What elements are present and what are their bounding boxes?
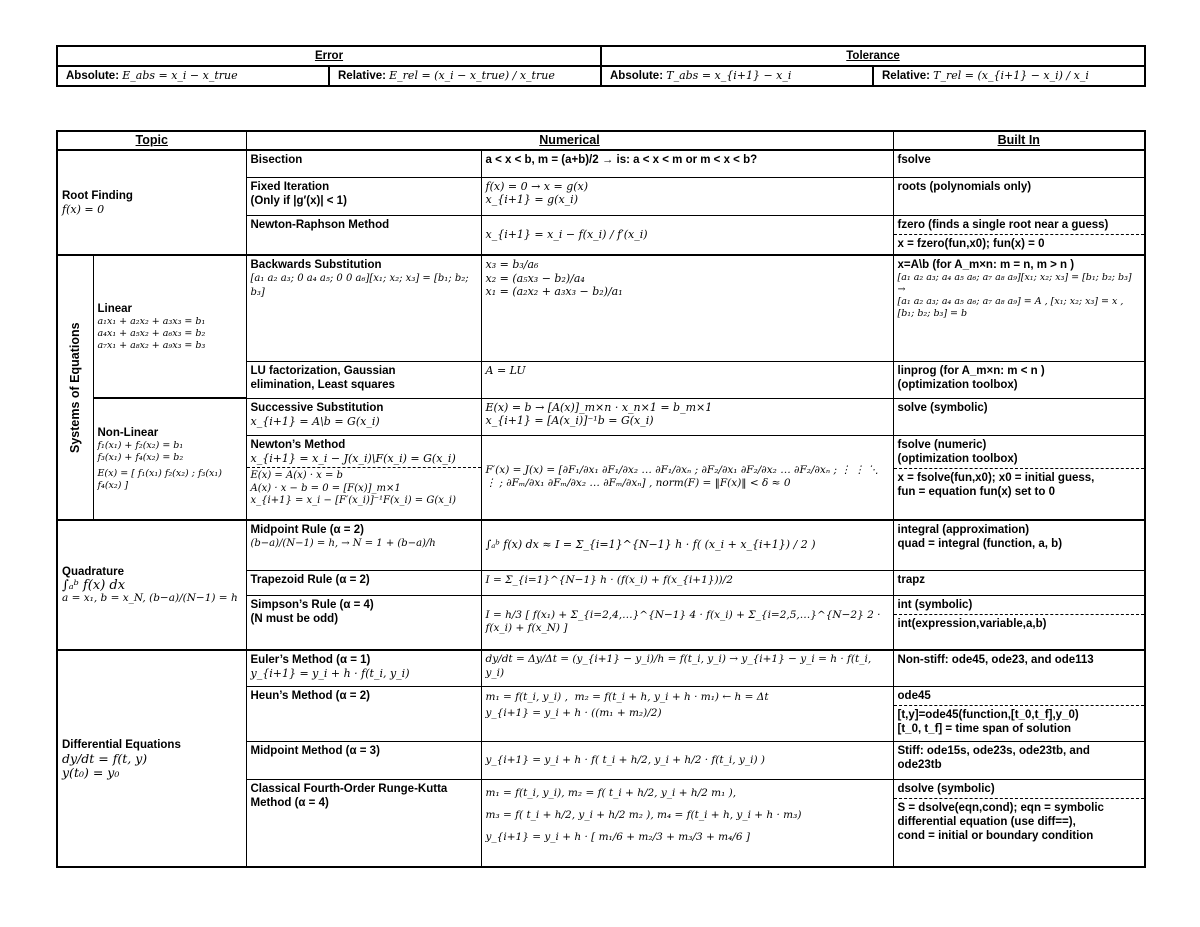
lu-factorization-method: LU factorization, Gaussian elimination, Least squares (246, 361, 481, 398)
newtons-method-builtin: fsolve (numeric) (optimization toolbox) x = fsolve(fun,x0); x0 = initial guess, fun = equation fun(x) set to 0 (893, 435, 1145, 520)
backwards-substitution-builtin: x=A\b (for A_m×n: m = n, m > n ) [a₁ a₂ a₃; a₄ a₅ a₆; a₇ a₈ a₉][x₁; x₂; x₃] = [b₁; b₂; b₃] → [a₁ a₂ a₃; a₄ a₅ a₆; a₇ a₈ a₉] = A , [x₁; x₂; x₃] = x , [b₁; b₂; b₃] = b (893, 255, 1145, 361)
runge-kutta-method: Classical Fourth-Order Runge-Kutta Method (α = 4) (246, 779, 481, 867)
linear-topic: Linear a₁x₁ + a₂x₂ + a₃x₃ = b₁ a₄x₁ + a₅x₂ + a₆x₃ = b₂ a₇x₁ + a₈x₂ + a₉x₃ = b₃ (93, 255, 246, 398)
newtons-method-systems: Newton’s Method x_{i+1} = x_i − J(x_i)\F(x_i) = G(x_i) E(x) = A(x) · x = b A(x) · x − b = 0 = [F(x)]_m×1 x_{i+1} = x_i − [F′(x_i)]⁻¹F(x_i) = G(x_i) (246, 435, 481, 520)
rel-tol-cell (873, 66, 1145, 86)
fixed-iteration-formula: f(x) = 0 → x = g(x) x_{i+1} = g(x_i) (481, 177, 893, 215)
abs-error-cell (57, 66, 329, 86)
trapezoid-rule-formula: I = Σ_{i=1}^{N−1} h · (f(x_i) + f(x_{i+1}))/2 (481, 570, 893, 595)
midpoint-method-formula: y_{i+1} = y_i + h · f( t_i + h/2, y_i + h/2 · f(t_i, y_i) ) (481, 741, 893, 779)
heuns-builtin: ode45 [t,y]=ode45(function,[t_0,t_f],y_0) [t_0, t_f] = time span of solution (893, 686, 1145, 741)
successive-substitution-formula: E(x) = b → [A(x)]_m×n · x_n×1 = b_m×1 x_{i+1} = [A(x_i)]⁻¹b = G(x_i) (481, 398, 893, 435)
bisection-method: Bisection (246, 150, 481, 177)
error-tolerance-table (56, 45, 1146, 87)
root-finding-eq: f(x) = 0 (62, 202, 105, 216)
numerical-methods-table (56, 130, 1146, 868)
numerical-header: Numerical (246, 131, 893, 150)
heuns-formula: m₁ = f(t_i, y_i) , m₂ = f(t_i + h, y_i + h · m₁) ← h = Δt y_{i+1} = y_i + h · ((m₁ + m₂)/2) (481, 686, 893, 741)
simpsons-rule-builtin: int (symbolic) int(expression,variable,a,b) (893, 595, 1145, 650)
lu-factorization-formula: A = LU (481, 361, 893, 398)
topic-header: Topic (57, 131, 246, 150)
bisection-builtin: fsolve (893, 150, 1145, 177)
eulers-builtin: Non-stiff: ode45, ode23, and ode113 (893, 650, 1145, 686)
runge-kutta-formula: m₁ = f(t_i, y_i), m₂ = f( t_i + h/2, y_i + h/2 m₁ ), m₃ = f( t_i + h/2, y_i + h/2 m₂ ), m₄ = f(t_i + h, y_i + h · m₃) y_{i+1} = y_i + h · [ m₁/6 + m₂/3 + m₃/3 + m₄/6 ] (481, 779, 893, 867)
midpoint-method-builtin: Stiff: ode15s, ode23s, ode23tb, and ode23tb (893, 741, 1145, 779)
midpoint-method: Midpoint Method (α = 3) (246, 741, 481, 779)
abs-tol-label: Absolute: (610, 70, 664, 82)
abs-error-label: Absolute: (66, 70, 120, 82)
simpsons-rule-method: Simpson’s Rule (α = 4) (N must be odd) (246, 595, 481, 650)
midpoint-rule-builtin: integral (approximation) quad = integral (function, a, b) (893, 520, 1145, 570)
rel-tol-formula: T_rel = (x_{i+1} − x_i) / x_i (933, 69, 1089, 82)
backwards-substitution-method: Backwards Substitution [a₁ a₂ a₃; 0 a₄ a₅; 0 0 a₆][x₁; x₂; x₃] = [b₁; b₂; b₃] (246, 255, 481, 361)
bisection-formula: a < x < b, m = (a+b)/2 → is: a < x < m or m < x < b? (481, 150, 893, 177)
lu-factorization-builtin: linprog (for A_m×n: m < n ) (optimization toolbox) (893, 361, 1145, 398)
root-finding-topic (57, 150, 246, 255)
trapezoid-rule-builtin: trapz (893, 570, 1145, 595)
tolerance-header: Tolerance (601, 46, 1145, 66)
abs-error-formula: E_abs = x_i − x_true (122, 69, 238, 82)
successive-substitution-builtin: solve (symbolic) (893, 398, 1145, 435)
nonlinear-topic: Non-Linear f₁(x₁) + f₂(x₂) = b₁ f₃(x₁) + f₄(x₂) = b₂ E(x) = [ f₁(x₁) f₂(x₂) ; f₃(x₁) f₄(x₂) ] (93, 398, 246, 520)
trapezoid-rule-method: Trapezoid Rule (α = 2) (246, 570, 481, 595)
eulers-method: Euler’s Method (α = 1) y_{i+1} = y_i + h · f(t_i, y_i) (246, 650, 481, 686)
fixed-iteration-method: Fixed Iteration (Only if |g′(x)| < 1) (246, 177, 481, 215)
heuns-method: Heun’s Method (α = 2) (246, 686, 481, 741)
eulers-formula: dy/dt = Δy/Δt = (y_{i+1} − y_i)/h = f(t_i, y_i) → y_{i+1} − y_i = h · f(t_i, y_i) (481, 650, 893, 686)
successive-substitution-method: Successive Substitution x_{i+1} = A\b = G(x_i) (246, 398, 481, 435)
simpsons-rule-formula: I = h/3 [ f(x₁) + Σ_{i=2,4,…}^{N−1} 4 · f(x_i) + Σ_{i=2,5,…}^{N−2} 2 · f(x_i) + f(x_N) ] (481, 595, 893, 650)
fixed-iteration-builtin: roots (polynomials only) (893, 177, 1145, 215)
newton-raphson-formula: x_{i+1} = x_i − f(x_i) / f′(x_i) (481, 215, 893, 255)
abs-tol-cell (601, 66, 873, 86)
differential-equations-topic: Differential Equations dy/dt = f(t, y) y(t₀) = y₀ (57, 650, 246, 867)
newtons-method-jacobian: F′(x) = J(x) = [∂F₁/∂x₁ ∂F₁/∂x₂ … ∂F₁/∂xₙ ; ∂F₂/∂x₁ ∂F₂/∂x₂ … ∂F₂/∂xₙ ; ⋮ ⋮ ⋱ ⋮ ; ∂Fₘ/∂x₁ ∂Fₘ/∂x₂ … ∂Fₘ/∂xₙ] , norm(F) = ‖F(x)‖ < δ ≈ 0 (481, 435, 893, 520)
quadrature-topic: Quadrature ∫ₐᵇ f(x) dx a = x₁, b = x_N, (b−a)/(N−1) = h (57, 520, 246, 650)
newton-raphson-method: Newton-Raphson Method (246, 215, 481, 255)
error-header: Error (57, 46, 601, 66)
rel-error-formula: E_rel = (x_i − x_true) / x_true (389, 69, 555, 82)
runge-kutta-builtin: dsolve (symbolic) S = dsolve(eqn,cond); eqn = symbolic differential equation (use diff==), cond = initial or boundary condition (893, 779, 1145, 867)
midpoint-rule-method: Midpoint Rule (α = 2) (b−a)/(N−1) = h, → N = 1 + (b−a)/h (246, 520, 481, 570)
newton-raphson-builtin: fzero (finds a single root near a guess) x = fzero(fun,x0); fun(x) = 0 (893, 215, 1145, 255)
midpoint-rule-formula: ∫ₐᵇ f(x) dx ≈ I = Σ_{i=1}^{N−1} h · f( (x_i + x_{i+1}) / 2 ) (481, 520, 893, 570)
root-finding-label: Root Finding (62, 189, 133, 202)
abs-tol-formula: T_abs = x_{i+1} − x_i (666, 69, 792, 82)
rel-tol-label: Relative: (882, 70, 930, 82)
backwards-substitution-formula: x₃ = b₃/a₆ x₂ = (a₅x₃ − b₂)/a₄ x₁ = (a₂x₂ + a₃x₃ − b₂)/a₁ (481, 255, 893, 361)
builtin-header: Built In (893, 131, 1145, 150)
rel-error-cell (329, 66, 601, 86)
rel-error-label: Relative: (338, 70, 386, 82)
systems-of-equations-topic: Systems of Equations (57, 255, 93, 520)
